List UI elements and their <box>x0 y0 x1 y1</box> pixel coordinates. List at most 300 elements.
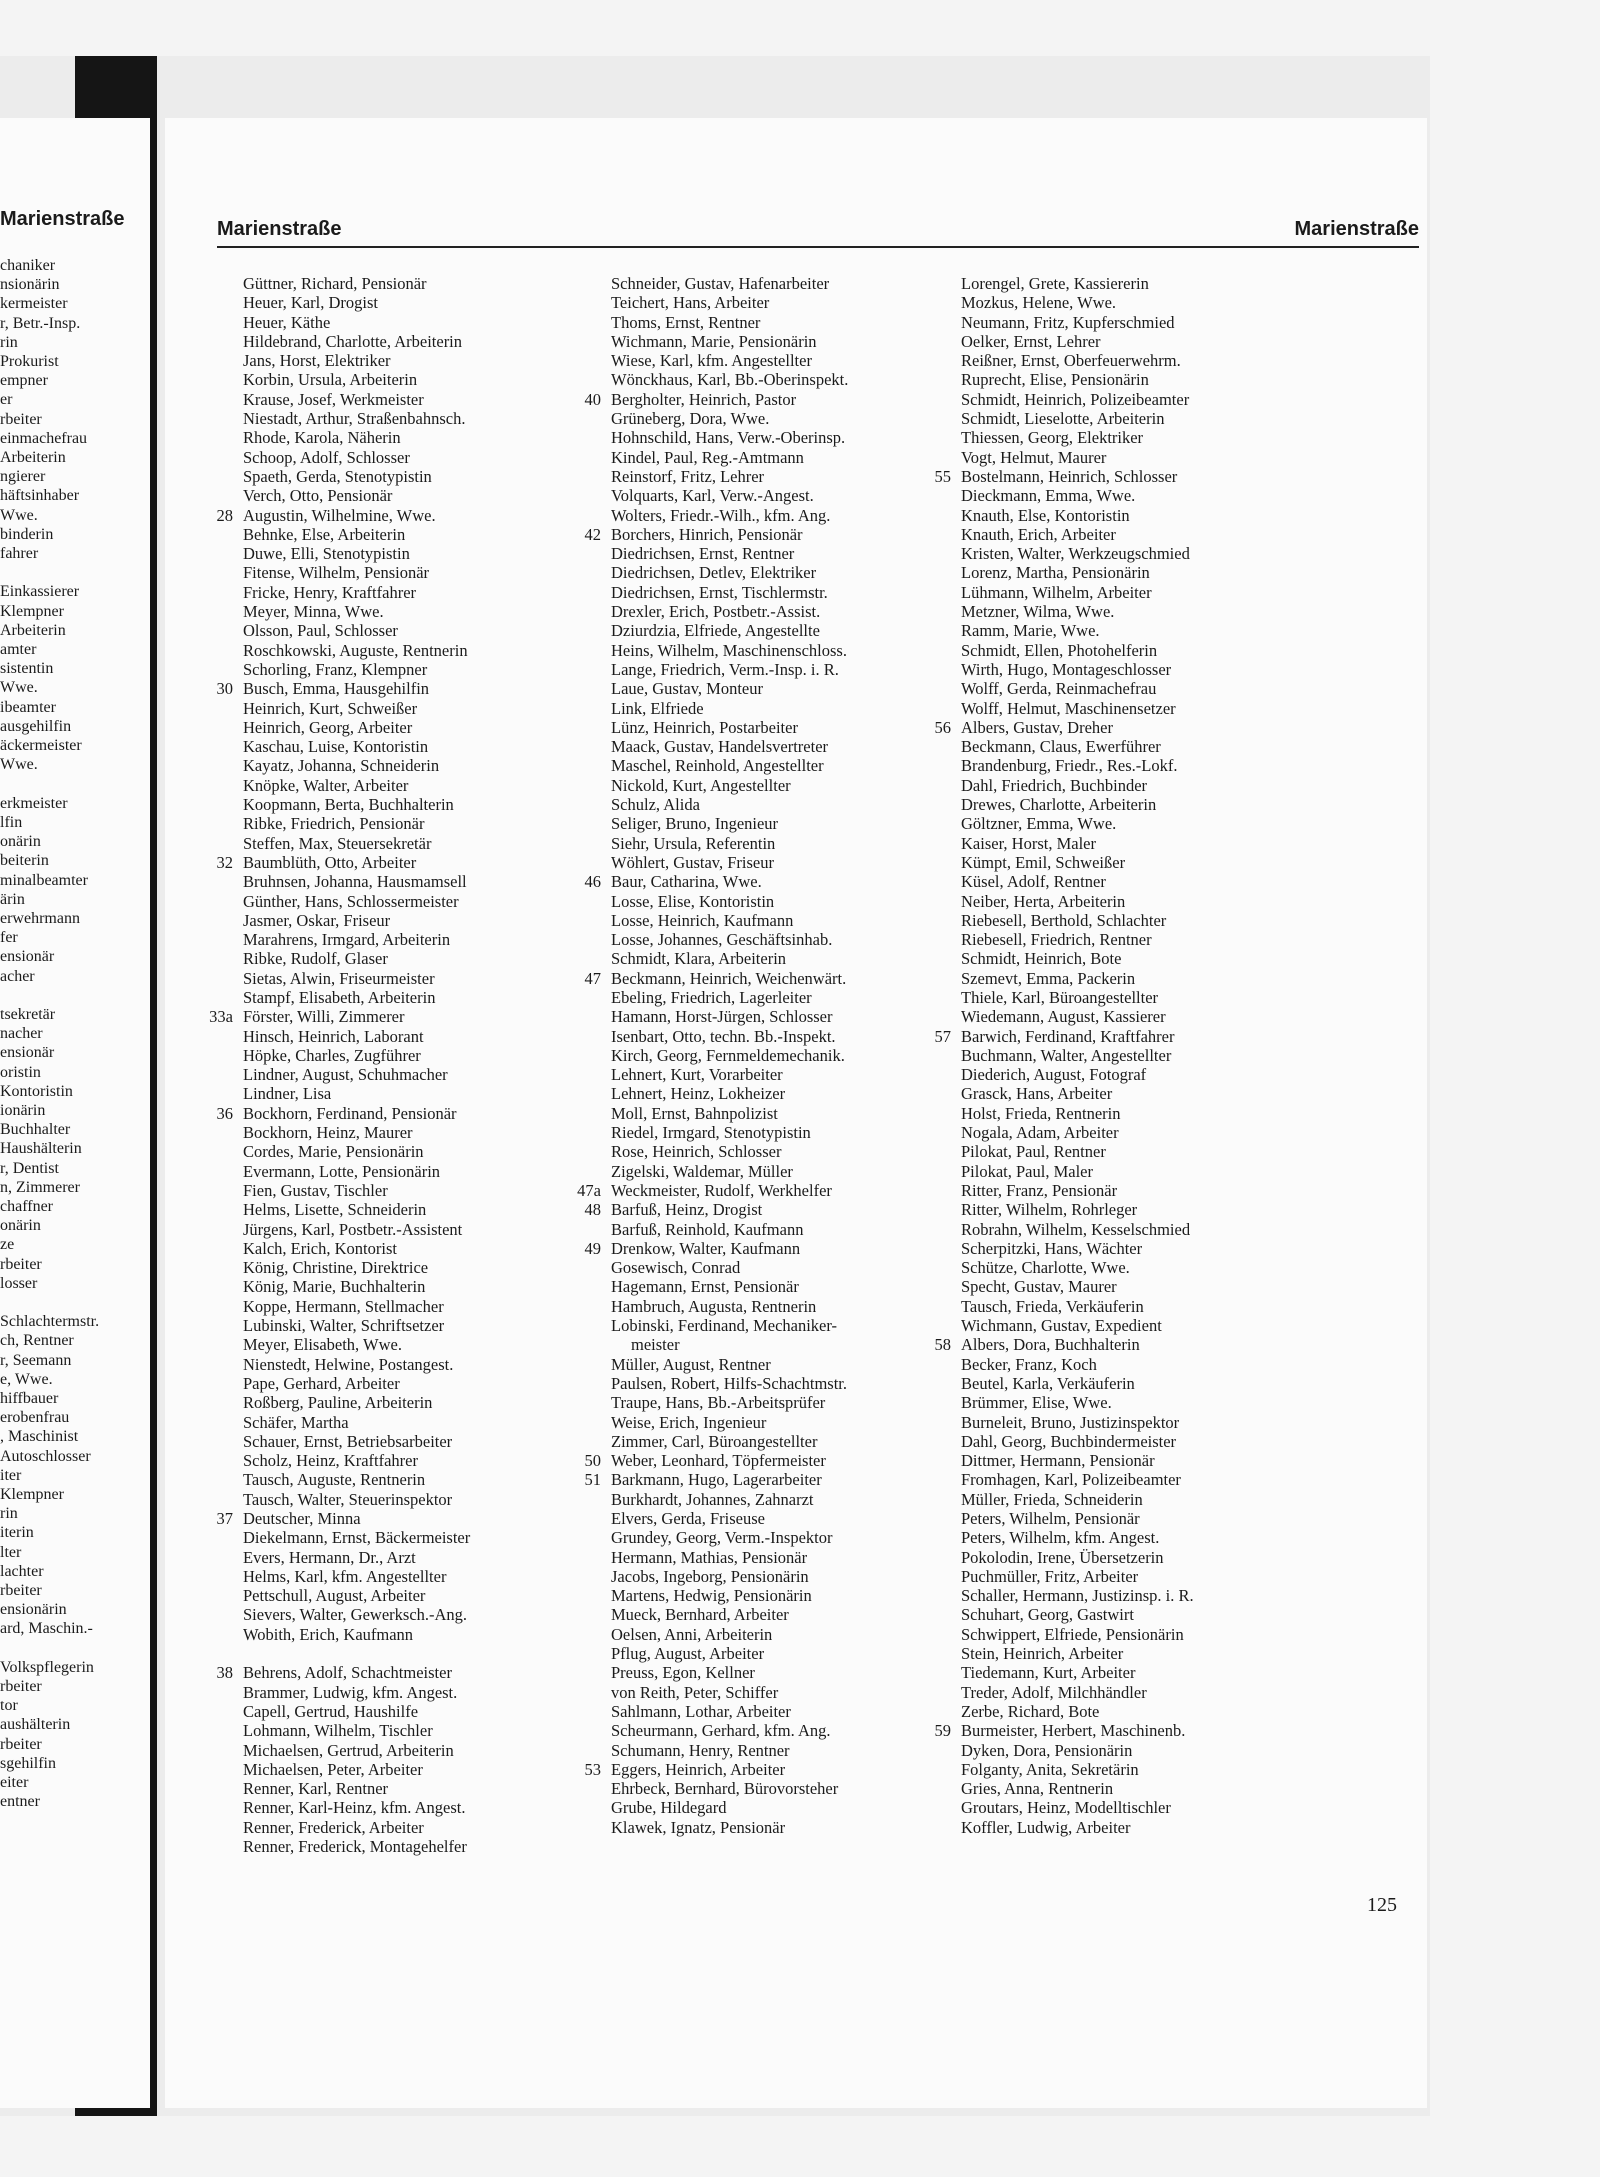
directory-entry <box>883 814 1257 833</box>
resident-entry: Höpke, Charles, Zugführer <box>243 1045 421 1065</box>
house-number <box>165 1413 243 1432</box>
resident-entry: Lohmann, Wilhelm, Tischler <box>243 1721 433 1741</box>
resident-entry: Kaschau, Luise, Kontoristin <box>243 737 429 757</box>
left-page-line: Arbeiterin <box>0 449 66 467</box>
directory-entry <box>533 1046 907 1065</box>
house-number <box>533 1393 611 1412</box>
resident-entry: Barfuß, Heinz, Drogist <box>611 1200 763 1220</box>
house-number <box>533 1605 611 1624</box>
resident-entry: Mozkus, Helene, Wwe. <box>961 293 1117 313</box>
resident-entry: Kalch, Erich, Kontorist <box>243 1238 397 1258</box>
directory-entry <box>165 988 539 1007</box>
directory-entry <box>883 699 1257 718</box>
left-page-line: oristin <box>0 1063 41 1081</box>
resident-entry: Knauth, Erich, Arbeiter <box>961 524 1116 544</box>
resident-entry: Riebesell, Friedrich, Rentner <box>961 930 1152 950</box>
house-number <box>165 949 243 968</box>
resident-entry: Lühmann, Wilhelm, Arbeiter <box>961 582 1152 602</box>
directory-entry <box>533 988 907 1007</box>
resident-entry: Günther, Hans, Schlossermeister <box>243 891 459 911</box>
left-page-line: rbeiter <box>0 1735 42 1753</box>
resident-entry: Kristen, Walter, Werkzeugschmied <box>961 544 1190 564</box>
left-page-line: rin <box>0 333 18 351</box>
house-number <box>883 1316 961 1335</box>
directory-entry <box>165 1451 539 1470</box>
house-number <box>165 1084 243 1103</box>
directory-entry <box>165 525 539 544</box>
house-number <box>533 1413 611 1432</box>
resident-entry: Heins, Wilhelm, Maschinenschloss. <box>611 640 847 660</box>
resident-entry: Ramm, Marie, Wwe. <box>961 621 1100 641</box>
house-number <box>883 313 961 332</box>
directory-entry <box>883 1432 1257 1451</box>
left-page-line: acher <box>0 967 35 985</box>
resident-entry: Fitense, Wilhelm, Pensionär <box>243 563 430 583</box>
directory-entry <box>533 1644 907 1663</box>
resident-entry: Ruprecht, Elise, Pensionärin <box>961 370 1149 390</box>
house-number: 50 <box>584 1451 601 1471</box>
resident-entry: Robrahn, Wilhelm, Kesselschmied <box>961 1219 1191 1239</box>
page-header-left: Marienstraße <box>217 218 342 240</box>
resident-entry: Becker, Franz, Koch <box>961 1354 1097 1374</box>
resident-entry: Schaller, Hermann, Justizinsp. i. R. <box>961 1586 1194 1606</box>
left-page-line: erkmeister <box>0 794 68 812</box>
resident-entry: Tausch, Frieda, Verkäuferin <box>961 1296 1144 1316</box>
directory-entry <box>533 872 907 891</box>
directory-entry <box>883 930 1257 949</box>
house-number <box>165 428 243 447</box>
house-number <box>165 1683 243 1702</box>
house-number <box>883 1162 961 1181</box>
resident-entry: Augustin, Wilhelmine, Wwe. <box>243 505 436 525</box>
house-number: 40 <box>584 389 601 409</box>
resident-entry: Baumblüth, Otto, Arbeiter <box>243 852 417 872</box>
house-number <box>165 892 243 911</box>
directory-entry <box>883 1586 1257 1605</box>
left-page-line: erwehrmann <box>0 909 80 927</box>
resident-entry: Cordes, Marie, Pensionärin <box>243 1142 424 1162</box>
resident-entry: Kirch, Georg, Fernmeldemechanik. <box>611 1045 845 1065</box>
directory-entry <box>883 1104 1257 1123</box>
house-number <box>883 1104 961 1123</box>
directory-entry <box>165 1490 539 1509</box>
directory-entry <box>165 1798 539 1817</box>
directory-entry <box>533 1432 907 1451</box>
resident-entry: Deutscher, Minna <box>243 1509 361 1528</box>
house-number <box>533 853 611 872</box>
resident-entry: Bockhorn, Heinz, Maurer <box>243 1123 413 1143</box>
directory-entry <box>165 1567 539 1586</box>
house-number <box>165 1760 243 1779</box>
resident-entry: Jürgens, Karl, Postbetr.-Assistent <box>243 1219 463 1239</box>
resident-entry: Schuhart, Georg, Gastwirt <box>961 1605 1134 1625</box>
house-number <box>883 872 961 891</box>
house-number <box>533 930 611 949</box>
left-page-line: ard, Maschin.- <box>0 1620 93 1638</box>
resident-entry: Ritter, Franz, Pensionär <box>961 1180 1118 1200</box>
resident-entry: Rose, Heinrich, Schlosser <box>611 1142 782 1162</box>
house-number <box>883 1567 961 1586</box>
left-page-line: Volkspflegerin <box>0 1658 94 1676</box>
resident-entry: Buchmann, Walter, Angestellter <box>961 1045 1172 1065</box>
resident-entry: Lubinski, Walter, Schriftsetzer <box>243 1316 445 1336</box>
left-page-line: fer <box>0 929 18 947</box>
directory-entry <box>883 409 1257 428</box>
left-page-line: r, Betr.-Insp. <box>0 314 81 332</box>
directory-entry <box>165 1432 539 1451</box>
house-number <box>533 1798 611 1817</box>
left-page-line: onärin <box>0 1217 41 1235</box>
house-number <box>533 1741 611 1760</box>
directory-entry <box>165 313 539 332</box>
house-number <box>533 467 611 486</box>
house-number: 48 <box>584 1200 601 1220</box>
directory-entry <box>883 853 1257 872</box>
house-number <box>165 1432 243 1451</box>
resident-entry: Diedrichsen, Ernst, Rentner <box>611 544 795 564</box>
resident-entry: Jasmer, Oskar, Friseur <box>243 910 391 930</box>
resident-entry: Peters, Wilhelm, Pensionär <box>961 1509 1140 1528</box>
resident-entry: Schütze, Charlotte, Wwe. <box>961 1258 1130 1278</box>
house-number <box>165 370 243 389</box>
house-number <box>533 1528 611 1547</box>
resident-entry: Losse, Elise, Kontoristin <box>611 891 775 911</box>
directory-entry <box>533 293 907 312</box>
directory-entry <box>165 1239 539 1258</box>
directory-entry <box>883 1142 1257 1161</box>
resident-entry: Bruhnsen, Johanna, Hausmamsell <box>243 872 467 892</box>
left-page-line: lfin <box>0 813 23 831</box>
resident-entry: Bostelmann, Heinrich, Schlosser <box>961 466 1178 486</box>
resident-entry: Renner, Karl, Rentner <box>243 1779 389 1799</box>
resident-entry: Grundey, Georg, Verm.-Inspektor <box>611 1528 833 1548</box>
resident-entry: Michaelsen, Peter, Arbeiter <box>243 1759 423 1779</box>
resident-entry <box>243 1644 539 1663</box>
resident-entry: Metzner, Wilma, Wwe. <box>961 602 1115 622</box>
house-number <box>533 332 611 351</box>
directory-entry <box>533 795 907 814</box>
directory-entry <box>883 718 1257 737</box>
house-number <box>883 390 961 409</box>
directory-entry <box>533 853 907 872</box>
resident-entry: Weber, Leonhard, Töpfermeister <box>611 1451 826 1471</box>
house-number <box>165 448 243 467</box>
house-number <box>165 1355 243 1374</box>
left-page-line: Klempner <box>0 602 64 620</box>
directory-entry <box>883 1644 1257 1663</box>
left-page-line: Kontoristin <box>0 1082 73 1100</box>
house-number <box>165 293 243 312</box>
directory-entry <box>533 1509 907 1528</box>
house-number <box>533 1818 611 1837</box>
house-number <box>533 1721 611 1740</box>
resident-entry: Diedrichsen, Ernst, Tischlermstr. <box>611 582 828 602</box>
house-number <box>533 1046 611 1065</box>
house-number <box>165 988 243 1007</box>
directory-entry <box>533 1760 907 1779</box>
house-number <box>165 776 243 795</box>
resident-entry: Ehrbeck, Bernhard, Bürovorsteher <box>611 1779 839 1799</box>
resident-entry: Schwippert, Elfriede, Pensionärin <box>961 1624 1184 1644</box>
resident-entry: Heuer, Karl, Drogist <box>243 293 378 313</box>
house-number <box>533 1779 611 1798</box>
resident-entry: Borchers, Hinrich, Pensionär <box>611 524 803 544</box>
resident-entry: Evers, Hermann, Dr., Arzt <box>243 1547 416 1567</box>
resident-entry: Pokolodin, Irene, Übersetzerin <box>961 1547 1164 1567</box>
directory-entry <box>883 1663 1257 1682</box>
directory-entry <box>165 872 539 891</box>
directory-entry <box>883 1374 1257 1393</box>
left-page-line: beiterin <box>0 852 49 870</box>
directory-entry <box>883 1297 1257 1316</box>
directory-entry <box>165 795 539 814</box>
house-number <box>165 621 243 640</box>
directory-entry <box>883 969 1257 988</box>
house-number <box>165 718 243 737</box>
house-number <box>165 1548 243 1567</box>
house-number <box>165 1335 243 1354</box>
house-number <box>533 621 611 640</box>
house-number <box>165 1258 243 1277</box>
house-number <box>883 1798 961 1817</box>
resident-entry: Nickold, Kurt, Angestellter <box>611 775 791 795</box>
directory-entry <box>883 583 1257 602</box>
resident-entry: Beutel, Karla, Verkäuferin <box>961 1373 1135 1393</box>
house-number <box>883 1046 961 1065</box>
directory-entry <box>533 814 907 833</box>
resident-entry: Schmidt, Klara, Arbeiterin <box>611 949 787 969</box>
resident-entry: Nogala, Adam, Arbeiter <box>961 1123 1119 1143</box>
directory-entry <box>533 1374 907 1393</box>
house-number: 57 <box>934 1026 951 1046</box>
directory-entry <box>165 1683 539 1702</box>
house-number <box>533 274 611 293</box>
house-number <box>533 737 611 756</box>
resident-entry: Schumann, Henry, Rentner <box>611 1740 790 1760</box>
resident-entry: Wolff, Helmut, Maschinensetzer <box>961 698 1176 718</box>
left-page-line: erobenfrau <box>0 1409 70 1427</box>
directory-entry <box>883 1683 1257 1702</box>
house-number <box>165 1065 243 1084</box>
directory-entry <box>883 1605 1257 1624</box>
house-number <box>883 756 961 775</box>
resident-entry: Baur, Catharina, Wwe. <box>611 872 762 892</box>
resident-entry: Fien, Gustav, Tischler <box>243 1180 388 1200</box>
resident-entry: Gosewisch, Conrad <box>611 1258 741 1278</box>
directory-entry <box>533 1142 907 1161</box>
left-page-line: hiffbauer <box>0 1389 59 1407</box>
directory-entry <box>533 506 907 525</box>
house-number <box>883 293 961 312</box>
house-number <box>165 1027 243 1046</box>
directory-entry <box>165 1162 539 1181</box>
house-number <box>533 699 611 718</box>
resident-entry: Ribke, Rudolf, Glaser <box>243 949 388 969</box>
directory-entry <box>165 1374 539 1393</box>
directory-entry <box>883 1316 1257 1335</box>
resident-entry: Beckmann, Claus, Ewerführer <box>961 737 1161 757</box>
resident-entry: Neiber, Herta, Arbeiterin <box>961 891 1126 911</box>
left-page-line: tsekretär <box>0 1005 56 1023</box>
resident-entry: Losse, Heinrich, Kaufmann <box>611 910 794 930</box>
directory-entry <box>533 351 907 370</box>
directory-entry <box>165 776 539 795</box>
left-page-line: e, Wwe. <box>0 1370 53 1388</box>
house-number <box>883 1586 961 1605</box>
house-number: 55 <box>934 466 951 486</box>
resident-entry: Fromhagen, Karl, Polizeibeamter <box>961 1470 1181 1490</box>
house-number <box>165 1528 243 1547</box>
resident-entry: Diederich, August, Fotograf <box>961 1065 1147 1085</box>
resident-entry: Dahl, Georg, Buchbindermeister <box>961 1431 1177 1451</box>
left-page-line: Wwe. <box>0 756 38 774</box>
resident-entry: Küsel, Adolf, Rentner <box>961 872 1106 892</box>
directory-entry <box>165 544 539 563</box>
resident-entry: Göltzner, Emma, Wwe. <box>961 814 1117 834</box>
house-number <box>165 1297 243 1316</box>
house-number <box>533 1567 611 1586</box>
house-number <box>883 1818 961 1837</box>
resident-entry: Müller, August, Rentner <box>611 1354 771 1374</box>
resident-entry: Hermann, Mathias, Pensionär <box>611 1547 808 1567</box>
directory-entry <box>165 1741 539 1760</box>
resident-entry: Schulz, Alida <box>611 795 700 815</box>
directory-entry <box>533 660 907 679</box>
resident-entry: Helms, Karl, kfm. Angestellter <box>243 1566 447 1586</box>
directory-entry <box>883 1220 1257 1239</box>
house-number <box>165 1220 243 1239</box>
directory-entry <box>165 583 539 602</box>
resident-entry: Vogt, Helmut, Maurer <box>961 447 1107 467</box>
directory-entry <box>533 1258 907 1277</box>
house-number <box>883 563 961 582</box>
directory-entry <box>883 370 1257 389</box>
resident-entry: Lindner, Lisa <box>243 1084 332 1104</box>
resident-entry: Krause, Josef, Werkmeister <box>243 389 424 409</box>
directory-entry <box>533 602 907 621</box>
directory-entry <box>533 1316 907 1335</box>
resident-entry: Bergholter, Heinrich, Pastor <box>611 389 797 409</box>
directory-entry <box>165 563 539 582</box>
house-number <box>165 1123 243 1142</box>
resident-entry: Meyer, Minna, Wwe. <box>243 602 384 622</box>
resident-entry: Oelsen, Anni, Arbeiterin <box>611 1624 773 1644</box>
directory-entry <box>165 293 539 312</box>
directory-entry <box>883 1625 1257 1644</box>
resident-entry: Jacobs, Ingeborg, Pensionärin <box>611 1566 809 1586</box>
resident-entry: Heuer, Käthe <box>243 312 331 332</box>
house-number <box>533 834 611 853</box>
house-number <box>533 1065 611 1084</box>
left-page-line: einmachefrau <box>0 429 88 447</box>
directory-entry <box>533 1413 907 1432</box>
house-number <box>883 1200 961 1219</box>
house-number <box>533 988 611 1007</box>
resident-entry: Paulsen, Robert, Hilfs-Schachtmstr. <box>611 1373 848 1393</box>
directory-entry <box>165 1528 539 1547</box>
resident-entry: Kümpt, Emil, Schweißer <box>961 852 1126 872</box>
directory-entry <box>533 892 907 911</box>
resident-entry: Oelker, Ernst, Lehrer <box>961 331 1101 351</box>
house-number <box>533 1490 611 1509</box>
directory-entry <box>165 370 539 389</box>
resident-entry: Maack, Gustav, Handelsvertreter <box>611 737 829 757</box>
house-number <box>533 602 611 621</box>
house-number <box>165 795 243 814</box>
directory-entry <box>533 1104 907 1123</box>
house-number <box>883 1779 961 1798</box>
directory-entry <box>533 1741 907 1760</box>
house-number <box>533 1335 611 1354</box>
directory-column-2 <box>533 274 907 1837</box>
house-number <box>165 1779 243 1798</box>
house-number <box>883 1625 961 1644</box>
house-number <box>883 1663 961 1682</box>
resident-entry: Schmidt, Lieselotte, Arbeiterin <box>961 409 1165 429</box>
resident-entry: Ritter, Wilhelm, Rohrleger <box>961 1200 1138 1220</box>
resident-entry: Weise, Erich, Ingenieur <box>611 1412 767 1432</box>
directory-entry <box>533 1181 907 1200</box>
house-number <box>533 351 611 370</box>
directory-entry <box>533 1721 907 1740</box>
house-number <box>533 1548 611 1567</box>
directory-entry <box>165 1605 539 1624</box>
left-page-line: sgehilfin <box>0 1754 56 1772</box>
directory-entry <box>165 699 539 718</box>
house-number: 49 <box>584 1238 601 1258</box>
house-number <box>883 1181 961 1200</box>
directory-column-3 <box>883 274 1257 1837</box>
house-number <box>883 621 961 640</box>
house-number <box>165 1277 243 1296</box>
directory-entry <box>883 872 1257 891</box>
directory-entry <box>883 544 1257 563</box>
resident-entry: Roßberg, Pauline, Arbeiterin <box>243 1393 433 1413</box>
house-number <box>883 448 961 467</box>
resident-entry: Reinstorf, Fritz, Lehrer <box>611 466 765 486</box>
directory-entry <box>533 1548 907 1567</box>
directory-entry <box>883 428 1257 447</box>
directory-entry <box>533 428 907 447</box>
house-number <box>165 1239 243 1258</box>
resident-entry: Thoms, Ernst, Rentner <box>611 312 761 332</box>
directory-entry <box>165 506 539 525</box>
house-number <box>883 1509 961 1528</box>
resident-entry: Ebeling, Friedrich, Lagerleiter <box>611 987 812 1007</box>
left-page-line: ibeamter <box>0 698 56 716</box>
house-number <box>533 370 611 389</box>
resident-entry: Barfuß, Reinhold, Kaufmann <box>611 1219 804 1239</box>
house-number: 32 <box>216 852 233 872</box>
directory-entry <box>883 1162 1257 1181</box>
house-number <box>165 1316 243 1335</box>
resident-entry: Eggers, Heinrich, Arbeiter <box>611 1759 786 1779</box>
resident-entry: Förster, Willi, Zimmerer <box>243 1007 405 1027</box>
resident-entry: Fricke, Henry, Kraftfahrer <box>243 582 417 602</box>
house-number <box>533 1432 611 1451</box>
left-page-line: Prokurist <box>0 353 59 371</box>
house-number <box>533 1123 611 1142</box>
house-number <box>883 679 961 698</box>
resident-entry: Koppe, Hermann, Stellmacher <box>243 1296 444 1316</box>
house-number <box>165 602 243 621</box>
directory-entry <box>883 911 1257 930</box>
house-number <box>883 583 961 602</box>
directory-entry <box>165 718 539 737</box>
house-number <box>165 583 243 602</box>
left-page-line: Arbeiterin <box>0 621 66 639</box>
resident-entry: Diedrichsen, Detlev, Elektriker <box>611 563 817 583</box>
